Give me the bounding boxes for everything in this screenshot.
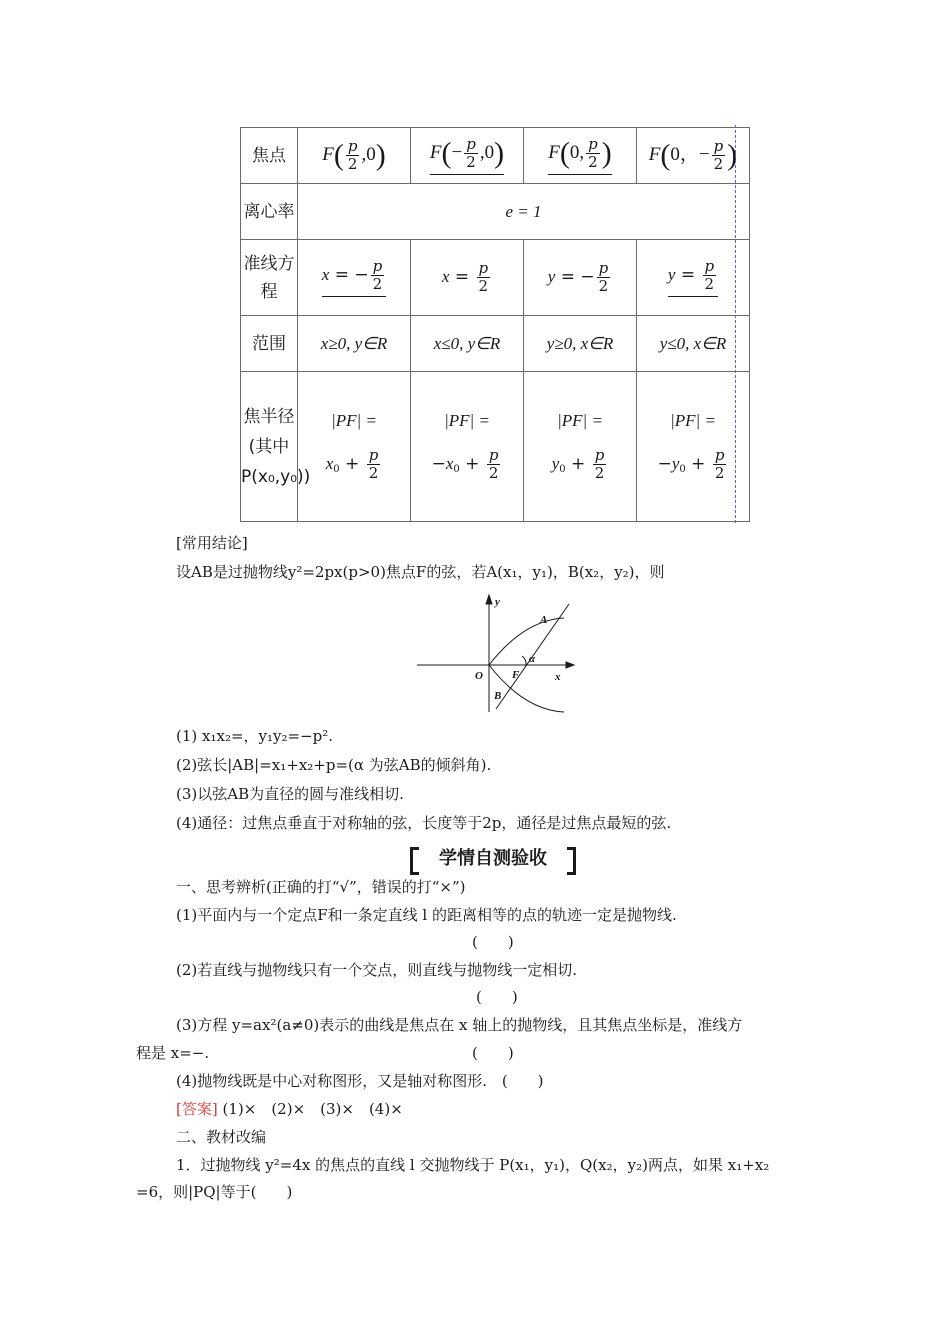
directrix-formula-2: x = $\frac{p}{2}$ bbox=[441, 259, 489, 295]
directrix-cell-1 bbox=[298, 240, 411, 316]
question-1: (1)平面内与一个定点F和一条定直线 l 的距离相等的点的轨迹一定是抛物线. bbox=[176, 906, 677, 924]
range-cell-3: y≥0, x∈R bbox=[524, 316, 637, 372]
alpha-label: α bbox=[529, 653, 536, 665]
conclusion-item-3: (3)以弦AB为直径的圆与准线相切. bbox=[176, 785, 404, 803]
focus-formula-1: F( $\frac{p}{2}$ ,0) bbox=[322, 137, 386, 173]
focus-cell-2 bbox=[411, 128, 524, 184]
range-cell-1: x≥0, y∈R bbox=[298, 316, 411, 372]
focus-row bbox=[241, 128, 750, 184]
focus-formula-4: F(0，− $\frac{p}{2}$ ) bbox=[648, 137, 738, 173]
directrix-cell-3 bbox=[524, 240, 637, 316]
question-3-bracket: ( ) bbox=[472, 1044, 514, 1062]
answer-line bbox=[176, 1099, 403, 1119]
answer-tag: [答案] bbox=[176, 1100, 218, 1118]
question-3-line-1: (3)方程 y=ax²(a≠0)表示的曲线是焦点在 x 轴上的抛物线，且其焦点坐标是，准线方 bbox=[176, 1016, 743, 1034]
focal-radius-formula-3: $y_0$ + $\frac{p}{2}$ bbox=[551, 446, 605, 482]
focal-radius-label-1: |PF| = bbox=[331, 411, 377, 430]
question-3-line-2: 程是 x=−. bbox=[136, 1044, 210, 1062]
eccentricity-value: e = 1 bbox=[298, 184, 750, 240]
focal-radius-cell-4 bbox=[637, 372, 750, 522]
parabola-properties-table bbox=[240, 127, 750, 522]
x-axis-label: x bbox=[555, 671, 561, 683]
focus-cell-3 bbox=[524, 128, 637, 184]
selftest-banner: 学情自测验收 bbox=[410, 845, 576, 873]
focal-radius-formula-1: $x_0$ + $\frac{p}{2}$ bbox=[325, 446, 379, 482]
parabola-chord-figure bbox=[414, 592, 584, 720]
focus-cell-1 bbox=[298, 128, 411, 184]
part2-heading: 二、教材改编 bbox=[176, 1128, 267, 1146]
problem-1-line-1: 1．过抛物线 y²=4x 的焦点的直线 l 交抛物线于 P(x₁，y₁)，Q(x₂，y₂)两点，如果 x₁+x₂ bbox=[176, 1156, 770, 1174]
focal-radius-cell-1 bbox=[298, 372, 411, 522]
focal-radius-header: 焦半径(其中P(x₀,y₀)) bbox=[241, 372, 298, 522]
part1-heading: 一、思考辨析(正确的打“√”，错误的打“×”) bbox=[176, 878, 466, 896]
question-4-bracket: ( ) bbox=[501, 1072, 544, 1090]
focal-radius-label-4: |PF| = bbox=[670, 411, 716, 430]
focal-radius-formula-4: $-y_0$ + $\frac{p}{2}$ bbox=[657, 446, 725, 482]
focal-radius-label-2: |PF| = bbox=[444, 411, 490, 430]
focal-radius-label-3: |PF| = bbox=[557, 411, 603, 430]
focal-radius-formula-2: $-x_0$ + $\frac{p}{2}$ bbox=[431, 446, 499, 482]
focal-radius-cell-3 bbox=[524, 372, 637, 522]
y-axis-label: y bbox=[495, 596, 500, 608]
point-b-label: B bbox=[494, 690, 502, 702]
focus-formula-3: F(0, $\frac{p}{2}$ ) bbox=[548, 136, 611, 175]
eccentricity-row bbox=[241, 184, 750, 240]
directrix-header: 准线方程 bbox=[241, 240, 298, 316]
question-4-text: (4)抛物线既是中心对称图形，又是轴对称图形. bbox=[176, 1072, 488, 1090]
conclusions-intro: 设AB是过抛物线y²=2px(p>0)焦点F的弦，若A(x₁，y₁)，B(x₂，y₂)，则 bbox=[176, 563, 665, 581]
range-cell-2: x≤0, y∈R bbox=[411, 316, 524, 372]
eccentricity-header: 离心率 bbox=[241, 184, 298, 240]
focus-cell-4 bbox=[637, 128, 750, 184]
question-2: (2)若直线与抛物线只有一个交点，则直线与抛物线一定相切. bbox=[176, 961, 578, 979]
conclusion-item-1: (1) x₁x₂=，y₁y₂=−p². bbox=[176, 727, 334, 745]
directrix-formula-4: y = $\frac{p}{2}$ bbox=[668, 258, 718, 297]
focus-header: 焦点 bbox=[241, 128, 298, 184]
problem-1-line-2: =6，则|PQ|等于( ) bbox=[136, 1183, 293, 1201]
question-4 bbox=[176, 1071, 544, 1091]
directrix-formula-3: y = − $\frac{p}{2}$ bbox=[547, 259, 609, 295]
range-row bbox=[241, 316, 750, 372]
y-axis-arrow bbox=[486, 595, 492, 604]
focal-radius-cell-2 bbox=[411, 372, 524, 522]
range-cell-4: y≤0, x∈R bbox=[637, 316, 750, 372]
range-header: 范围 bbox=[241, 316, 298, 372]
question-1-bracket: ( ) bbox=[472, 933, 514, 951]
conclusion-item-4: (4)通径：过焦点垂直于对称轴的弦，长度等于2p，通径是过焦点最短的弦. bbox=[176, 814, 672, 832]
page-margin-guide bbox=[735, 125, 736, 523]
conclusions-heading: [常用结论] bbox=[176, 534, 248, 552]
directrix-row bbox=[241, 240, 750, 316]
directrix-formula-1: x = − $\frac{p}{2}$ bbox=[322, 258, 386, 297]
focus-formula-2: F(− $\frac{p}{2}$ ,0) bbox=[430, 136, 504, 175]
point-a-label: A bbox=[540, 614, 548, 626]
conclusion-item-2: (2)弦长|AB|=x₁+x₂+p=(α 为弦AB的倾斜角). bbox=[176, 756, 492, 774]
origin-label: O bbox=[475, 670, 483, 682]
focal-radius-row bbox=[241, 372, 750, 522]
question-2-bracket: ( ) bbox=[476, 988, 518, 1006]
x-axis-arrow bbox=[566, 662, 574, 668]
answer-text: (1)× (2)× (3)× (4)× bbox=[222, 1100, 403, 1118]
angle-arc bbox=[522, 656, 526, 665]
focus-label: F bbox=[512, 669, 520, 681]
directrix-cell-2 bbox=[411, 240, 524, 316]
directrix-cell-4 bbox=[637, 240, 750, 316]
